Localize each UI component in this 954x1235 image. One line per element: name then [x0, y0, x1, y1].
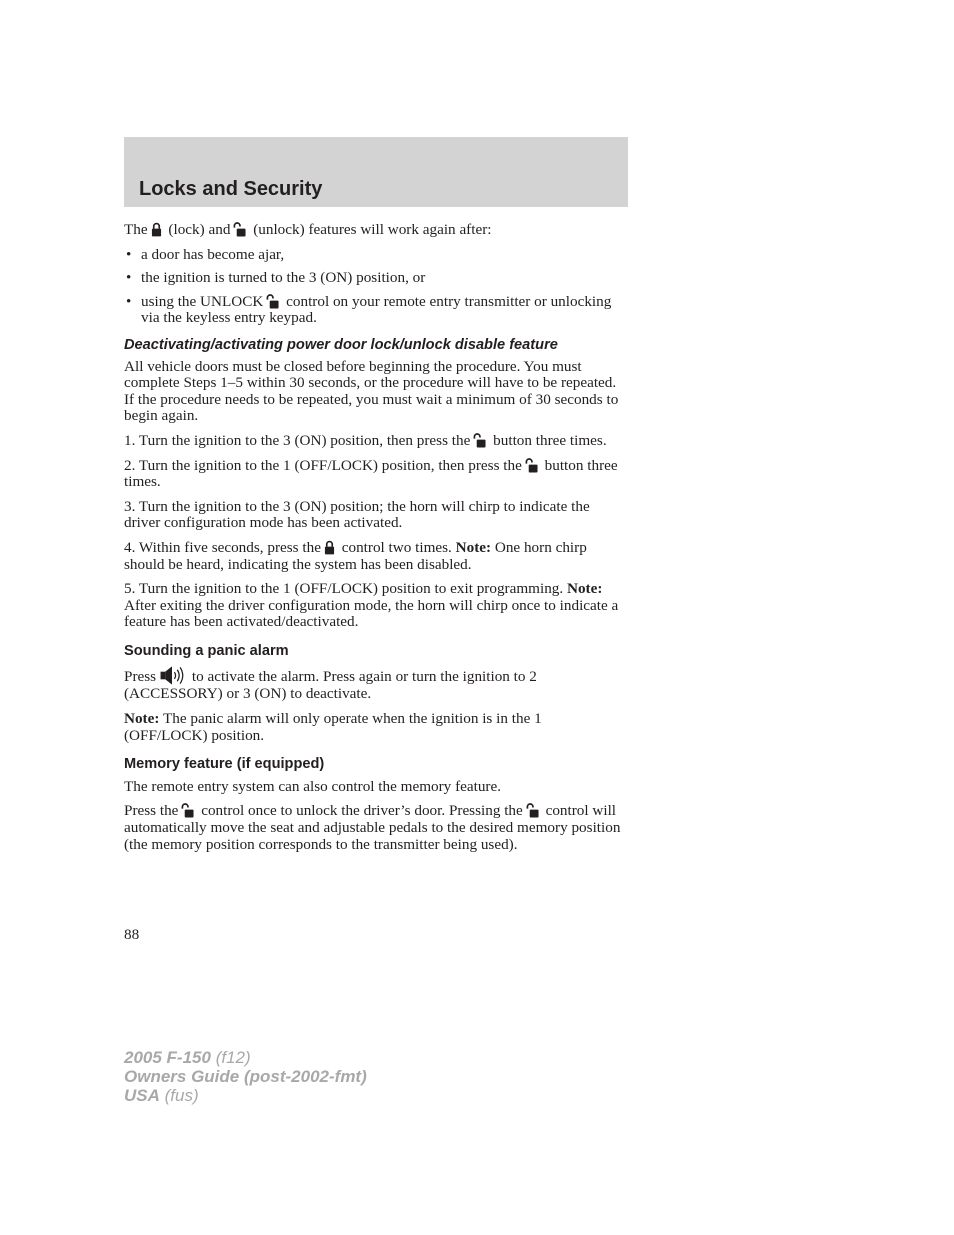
list-item: • a door has become ajar, [124, 247, 624, 264]
unlock-icon [233, 222, 246, 237]
unlock-icon [473, 433, 486, 448]
unlock-icon [526, 803, 539, 818]
step-2: 2. Turn the ignition to the 1 (OFF/LOCK) position, then press the button three times. [124, 456, 618, 491]
page-content [124, 222, 624, 861]
footer-line-guide: Owners Guide (post-2002-fmt) [124, 1067, 367, 1086]
step-4: 4. Within five seconds, press the control two times. Note: One horn chirp should be heard, indicating the system has been disabled. [124, 538, 587, 573]
panic-paragraph: Press to activate the alarm. Press again or turn the ignition to 2 (ACCESSORY) or 3 (ON) to deactivate. [124, 665, 624, 703]
section-header-band [124, 137, 628, 207]
list-item: • the ignition is turned to the 3 (ON) position, or [124, 270, 624, 287]
deactivate-heading: Deactivating/activating power door lock/unlock disable feature [124, 336, 558, 353]
footer-line-market: USA (fus) [124, 1086, 199, 1105]
unlock-icon [266, 294, 279, 309]
intro-paragraph: The (lock) and (unlock) features will work again after: [124, 221, 492, 238]
section-title: Locks and Security [139, 178, 323, 200]
note-label: Note: [455, 538, 492, 556]
deactivate-paragraph: All vehicle doors must be closed before beginning the procedure. You must complete Steps 1–5 within 30 seconds, or the procedure will have to be repeated. If the procedure needs to be repeated, you must wait a minimum of 30 seconds to begin again. [124, 357, 619, 425]
memory-paragraph-2: Press the control once to unlock the driver’s door. Pressing the control will automatically move the seat and adjustable pedals to the desired memory position (the memory position corresponds to the transmitter being used). [124, 802, 621, 853]
lock-icon [324, 540, 335, 555]
step-1: 1. Turn the ignition to the 3 (ON) position, then press the button three times. [124, 431, 607, 449]
document-footer [124, 1048, 367, 1105]
unlock-icon [181, 803, 194, 818]
unlock-icon [525, 458, 538, 473]
list-item: • using the UNLOCK control on your remote entry transmitter or unlocking via the keyless entry keypad. [124, 294, 624, 327]
step-5: 5. Turn the ignition to the 1 (OFF/LOCK) position to exit programming. Note: After exiting the driver configuration mode, the horn will chirp once to indicate a feature has been activated/deactivated. [124, 580, 619, 631]
panic-note: Note: The panic alarm will only operate when the ignition is in the 1 (OFF/LOCK) position. [124, 710, 542, 744]
memory-paragraph-1: The remote entry system can also control the memory feature. [124, 777, 502, 795]
note-label: Note: [124, 710, 160, 728]
step-3: 3. Turn the ignition to the 3 (ON) position; the horn will chirp to indicate the driver configuration mode has been activated. [124, 497, 590, 532]
footer-line-model: 2005 F-150 (f12) [124, 1048, 251, 1067]
note-label: Note: [566, 580, 603, 598]
memory-heading: Memory feature (if equipped) [124, 756, 325, 773]
panic-heading: Sounding a panic alarm [124, 642, 289, 659]
panic-alarm-icon [159, 665, 185, 686]
conditions-list [124, 247, 624, 327]
lock-icon [151, 222, 162, 237]
page-number: 88 [124, 926, 140, 943]
